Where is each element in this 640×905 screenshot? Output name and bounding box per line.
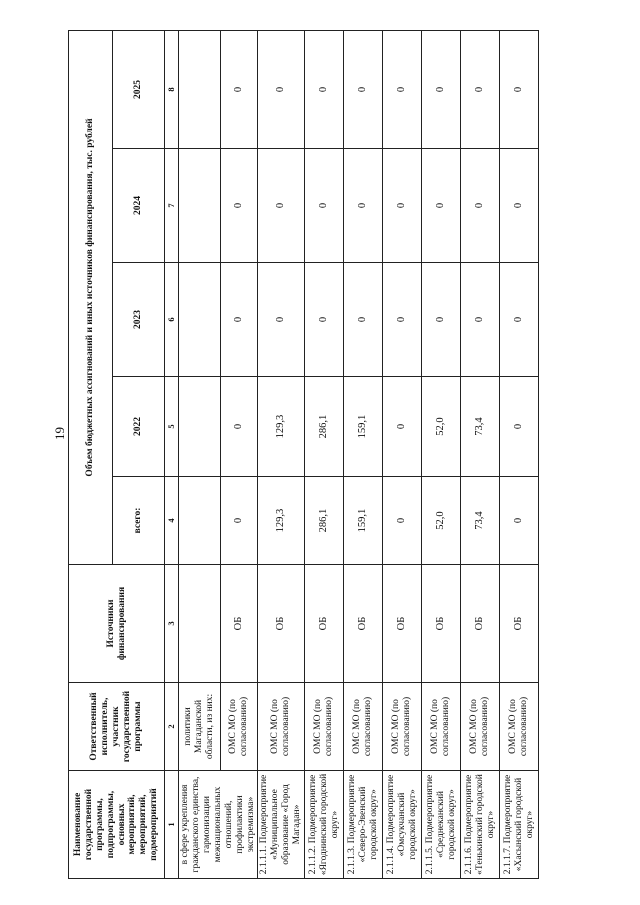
value-cell: 0 bbox=[500, 263, 539, 377]
subactivity-name: 2.1.1.7. Подмероприятие «Хасынский городской округ» bbox=[500, 771, 539, 879]
value-cell: 0 bbox=[383, 263, 422, 377]
value-cell: 0 bbox=[500, 30, 539, 148]
col-number: 5 bbox=[165, 377, 179, 477]
responsible-cell: ОМС МО (по согласованию) bbox=[344, 683, 383, 771]
column-number-row bbox=[165, 30, 179, 878]
value-cell: 0 bbox=[461, 30, 500, 148]
value-cell: 0 bbox=[220, 263, 258, 377]
value-cell: 0 bbox=[305, 263, 344, 377]
header-volume: Объем бюджетных ассигнований и иных источников финансирования, тыс. рублей bbox=[69, 30, 113, 564]
financing-table bbox=[68, 30, 539, 879]
value-cell: 0 bbox=[344, 30, 383, 148]
value-cell: 0 bbox=[305, 30, 344, 148]
page-number: 19 bbox=[52, 427, 67, 440]
value-cell: 0 bbox=[258, 149, 305, 263]
value-cell: 0 bbox=[500, 149, 539, 263]
subactivity-name: 2.1.1.1. Подмероприятие «Муниципальное образование «Город Магадан» bbox=[258, 771, 305, 879]
value-cell: 0 bbox=[220, 477, 258, 565]
source-cell: ОБ bbox=[383, 565, 422, 683]
value-cell: 0 bbox=[258, 30, 305, 148]
value-cell: 0 bbox=[422, 30, 461, 148]
header-2023: 2023 bbox=[113, 263, 165, 377]
rotated-page-content bbox=[68, 31, 638, 879]
value-cell: 0 bbox=[220, 30, 258, 148]
table-row bbox=[461, 30, 500, 878]
value-cell: 0 bbox=[383, 377, 422, 477]
value-cell: 0 bbox=[305, 149, 344, 263]
header-sources: Источники финансирования bbox=[69, 565, 165, 683]
value-cell: 0 bbox=[383, 149, 422, 263]
value-cell: 0 bbox=[220, 377, 258, 477]
value-cell: 0 bbox=[461, 149, 500, 263]
value-cell: 0 bbox=[220, 149, 258, 263]
source-cell: ОБ bbox=[305, 565, 344, 683]
value-cell: 0 bbox=[383, 30, 422, 148]
table-row bbox=[383, 30, 422, 878]
source-cell: ОБ bbox=[344, 565, 383, 683]
source-cell: ОБ bbox=[461, 565, 500, 683]
header-2025: 2025 bbox=[113, 30, 165, 148]
col-number: 4 bbox=[165, 477, 179, 565]
subactivity-name: 2.1.1.6. Подмероприятие «Тенькинский городской округ» bbox=[461, 771, 500, 879]
value-cell: 73,4 bbox=[461, 477, 500, 565]
col-number: 6 bbox=[165, 263, 179, 377]
responsible-cell: ОМС МО (по согласованию) bbox=[305, 683, 344, 771]
value-cell: 0 bbox=[500, 377, 539, 477]
table-row bbox=[422, 30, 461, 878]
value-cell: 0 bbox=[344, 149, 383, 263]
continuation-responsible: ОМС МО (по согласованию) bbox=[220, 683, 258, 771]
value-cell: 129,3 bbox=[258, 477, 305, 565]
continuation-row-top bbox=[179, 30, 221, 878]
header-2024: 2024 bbox=[113, 149, 165, 263]
value-cell: 159,1 bbox=[344, 477, 383, 565]
value-cell: 0 bbox=[422, 263, 461, 377]
value-cell: 73,4 bbox=[461, 377, 500, 477]
source-cell: ОБ bbox=[500, 565, 539, 683]
value-cell: 0 bbox=[344, 263, 383, 377]
header-2022: 2022 bbox=[113, 377, 165, 477]
table-row bbox=[258, 30, 305, 878]
table-row bbox=[500, 30, 539, 878]
header-total: всего: bbox=[113, 477, 165, 565]
col-number: 1 bbox=[165, 771, 179, 879]
value-cell: 52,0 bbox=[422, 377, 461, 477]
continuation-name: в сфере укрепления гражданского единства, гармонизации межнациональных отношений, профилактики экстремизма» bbox=[179, 771, 258, 879]
responsible-cell: ОМС МО (по согласованию) bbox=[461, 683, 500, 771]
value-cell: 286,1 bbox=[305, 377, 344, 477]
table-row bbox=[344, 30, 383, 878]
continuation-row bbox=[220, 30, 258, 878]
header-name: Наименование государственной программы, подпрограммы, основных мероприятий, мероприятий, подмероприятий bbox=[69, 771, 165, 879]
subactivity-rows bbox=[258, 30, 539, 878]
subactivity-name: 2.1.1.4. Подмероприятие «Омсукчанский городской округ» bbox=[383, 771, 422, 879]
subactivity-name: 2.1.1.5. Подмероприятие «Среднеканский городской округ» bbox=[422, 771, 461, 879]
col-number: 2 bbox=[165, 683, 179, 771]
responsible-cell: ОМС МО (по согласованию) bbox=[422, 683, 461, 771]
header-responsible: Ответственный исполнитель, участник государственной программы bbox=[69, 683, 165, 771]
subactivity-name: 2.1.1.2. Подмероприятие «Ягоднинский городской округ» bbox=[305, 771, 344, 879]
continuation-source: ОБ bbox=[220, 565, 258, 683]
col-number: 7 bbox=[165, 149, 179, 263]
value-cell: 129,3 bbox=[258, 377, 305, 477]
responsible-cell: ОМС МО (по согласованию) bbox=[500, 683, 539, 771]
source-cell: ОБ bbox=[258, 565, 305, 683]
continuation-responsible-top: политики Магаданской области, из них: bbox=[179, 683, 221, 771]
table-row bbox=[305, 30, 344, 878]
value-cell: 0 bbox=[383, 477, 422, 565]
value-cell: 0 bbox=[500, 477, 539, 565]
value-cell: 0 bbox=[258, 263, 305, 377]
col-number: 3 bbox=[165, 565, 179, 683]
value-cell: 286,1 bbox=[305, 477, 344, 565]
value-cell: 0 bbox=[461, 263, 500, 377]
subactivity-name: 2.1.1.3. Подмероприятие «Северо-Эвенский городской округ» bbox=[344, 771, 383, 879]
source-cell: ОБ bbox=[422, 565, 461, 683]
responsible-cell: ОМС МО (по согласованию) bbox=[258, 683, 305, 771]
value-cell: 159,1 bbox=[344, 377, 383, 477]
value-cell: 52,0 bbox=[422, 477, 461, 565]
col-number: 8 bbox=[165, 30, 179, 148]
responsible-cell: ОМС МО (по согласованию) bbox=[383, 683, 422, 771]
value-cell: 0 bbox=[422, 149, 461, 263]
